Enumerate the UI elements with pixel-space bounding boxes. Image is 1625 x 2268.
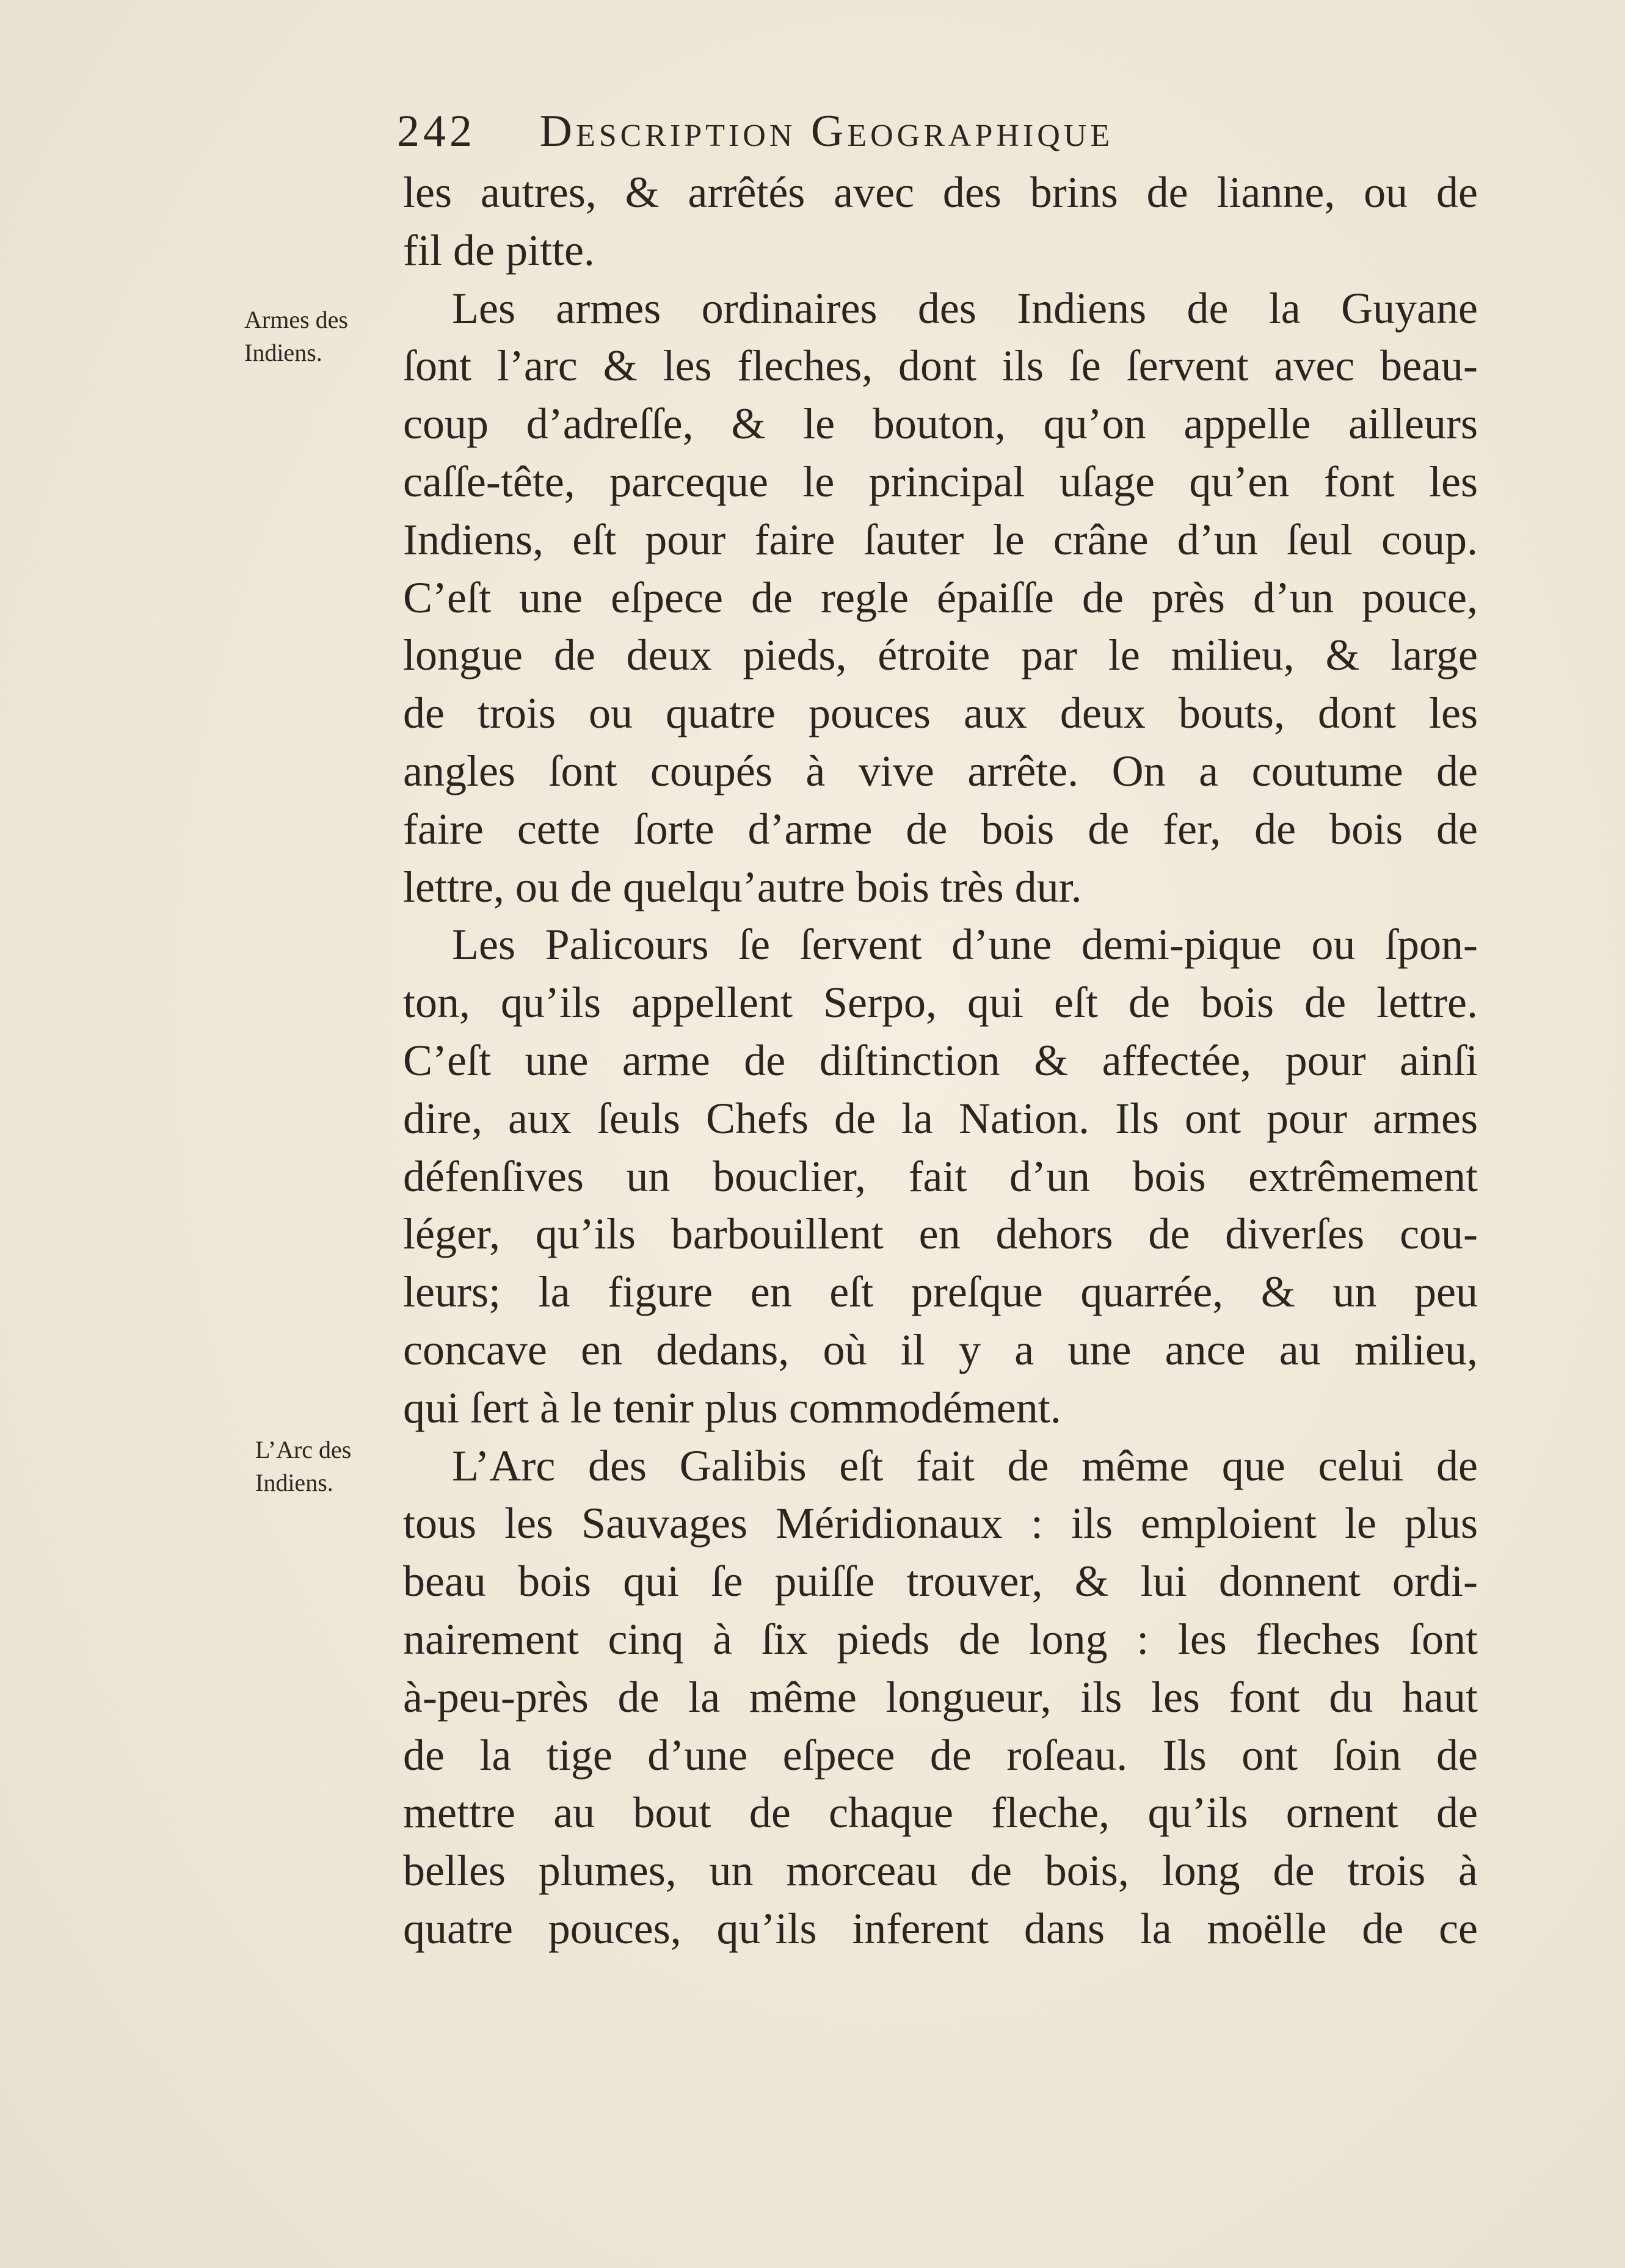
text-line: les autres, & arrêtés avec des brins de lianne, ou de bbox=[403, 168, 1478, 217]
text-line: caſſe-tête, parceque le principal uſage qu’en font les bbox=[403, 457, 1478, 506]
text-line: beau bois qui ſe puiſſe trouver, & lui donnent ordi- bbox=[403, 1557, 1478, 1606]
margin-note-line: L’Arc des bbox=[255, 1436, 352, 1463]
text-line: dire, aux ſeuls Chefs de la Nation. Ils ont pour armes bbox=[403, 1093, 1478, 1143]
text-line: concave en dedans, où il y a une ance au milieu, bbox=[403, 1325, 1478, 1374]
text-line: tous les Sauvages Méridionaux : ils emploient le plus bbox=[403, 1499, 1478, 1548]
text-line: Les armes ordinaires des Indiens de la Guyane bbox=[452, 283, 1478, 333]
text-line: lettre, ou de quelqu’autre bois très dur. bbox=[403, 862, 1082, 911]
text-line: angles ſont coupés à vive arrête. On a coutume de bbox=[403, 746, 1478, 795]
text-line: Les Palicours ſe ſervent d’une demi-pique ou ſpon- bbox=[452, 920, 1478, 969]
running-title: Description Geographique bbox=[539, 106, 1114, 156]
running-head bbox=[397, 98, 1374, 165]
text-line: longue de deux pieds, étroite par le milieu, & large bbox=[403, 631, 1478, 680]
margin-note-armes bbox=[244, 303, 379, 369]
text-line: léger, qu’ils barbouillent en dehors de diverſes cou- bbox=[403, 1209, 1478, 1259]
text-line: de trois ou quatre pouces aux deux bouts, dont les bbox=[403, 689, 1478, 738]
text-line: L’Arc des Galibis eſt fait de même que celui de bbox=[452, 1441, 1478, 1490]
text-line: quatre pouces, qu’ils inferent dans la moëlle de ce bbox=[403, 1904, 1478, 1953]
text-line: nairement cinq à ſix pieds de long : les fleches ſont bbox=[403, 1614, 1478, 1664]
margin-note-line: Armes des bbox=[244, 306, 348, 333]
text-line: mettre au bout de chaque fleche, qu’ils ornent de bbox=[403, 1788, 1478, 1838]
text-line: Indiens, eſt pour faire ſauter le crâne d’un ſeul coup. bbox=[403, 515, 1478, 564]
text-line: leurs; la figure en eſt preſque quarrée, & un peu bbox=[403, 1267, 1478, 1317]
text-line: ton, qu’ils appellent Serpo, qui eſt de bois de lettre. bbox=[403, 978, 1478, 1027]
text-line: belles plumes, un morceau de bois, long de trois à bbox=[403, 1846, 1478, 1896]
text-line: à-peu-près de la même longueur, ils les font du haut bbox=[403, 1672, 1478, 1722]
margin-note-arc bbox=[255, 1433, 390, 1499]
page-number: 242 bbox=[397, 106, 476, 156]
text-line: ſont l’arc & les fleches, dont ils ſe ſervent avec beau- bbox=[403, 341, 1478, 391]
body-text bbox=[403, 164, 1478, 1958]
text-line: qui ſert à le tenir plus commodément. bbox=[403, 1383, 1061, 1432]
margin-note-line: Indiens. bbox=[255, 1469, 333, 1496]
text-line: de la tige d’une eſpece de roſeau. Ils ont ſoin de bbox=[403, 1730, 1478, 1780]
text-line: faire cette ſorte d’arme de bois de fer, de bois de bbox=[403, 804, 1478, 853]
text-line: C’eſt une arme de diſtinction & affectée, pour ainſi bbox=[403, 1035, 1478, 1085]
text-line: défenſives un bouclier, fait d’un bois extrêmement bbox=[403, 1151, 1478, 1201]
text-line: C’eſt une eſpece de regle épaiſſe de près d’un pouce, bbox=[403, 573, 1478, 622]
margin-note-line: Indiens. bbox=[244, 339, 322, 366]
text-line: fil de pitte. bbox=[403, 225, 595, 275]
text-line: coup d’adreſſe, & le bouton, qu’on appelle ailleurs bbox=[403, 399, 1478, 449]
